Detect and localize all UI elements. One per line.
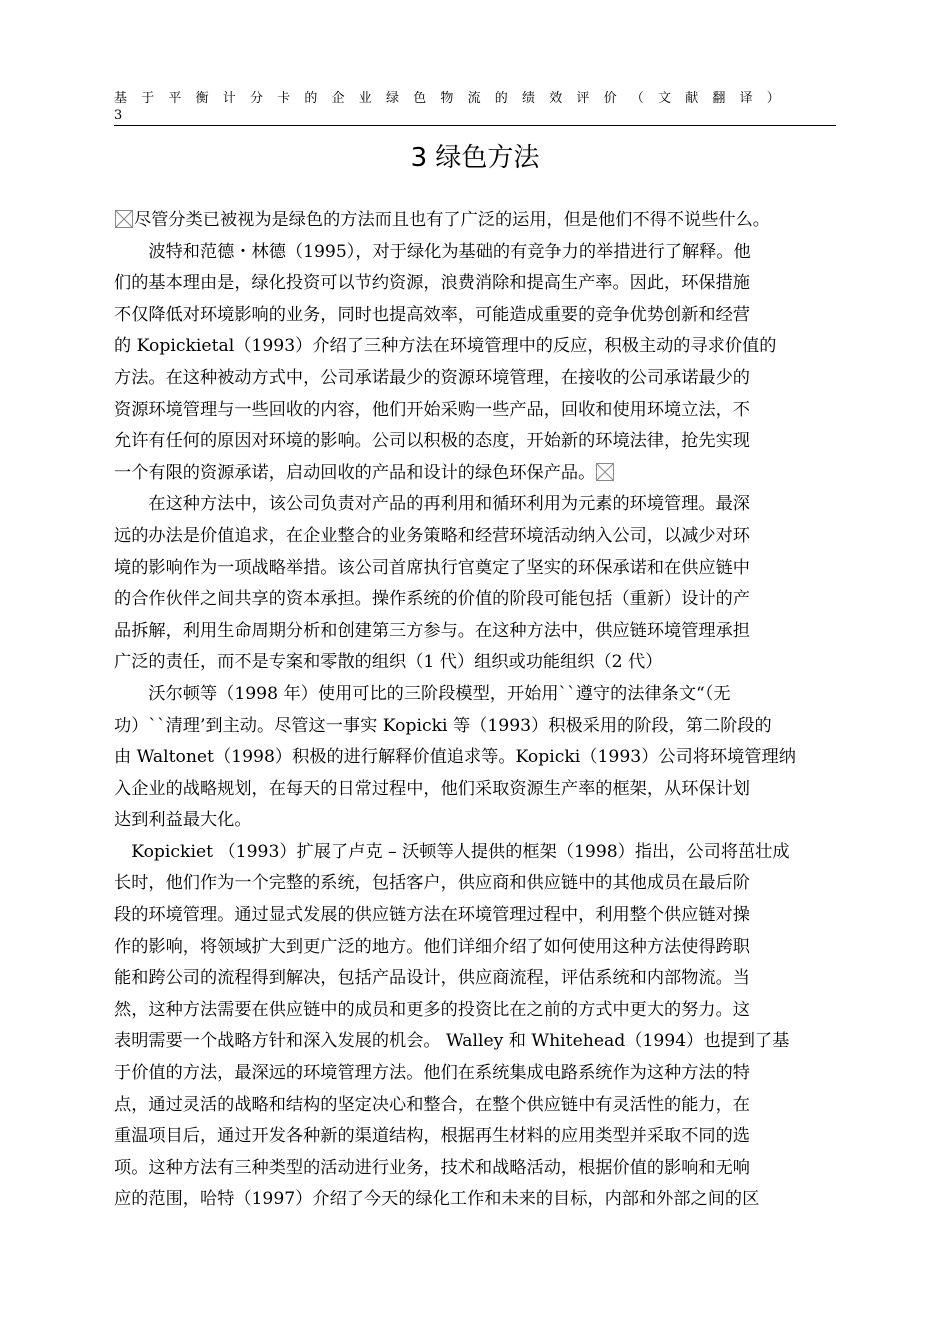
text-line: 项。这种方法有三种类型的活动进行业务，技术和战略活动，根据价值的影响和无响 (114, 1157, 750, 1178)
text-line: 在这种方法中，该公司负责对产品的再利用和循环利用为元素的环境管理。最深 (114, 494, 750, 515)
text-line-content: 一个有限的资源承诺，启动回收的产品和设计的绿色环保产品。 (114, 462, 596, 483)
text-line (114, 205, 844, 237)
text-line: 不仅降低对环境影响的业务，同时也提高效率，可能造成重要的竞争优势创新和经营 (114, 304, 750, 325)
text-line: 作的影响，将领域扩大到更广泛的地方。他们详细介绍了如何使用这种方法使得跨职 (114, 936, 750, 957)
text-line: 表明需要一个战略方针和深入发展的机会。 Walley 和 Whitehead（1994）也提到了基 (114, 1031, 790, 1052)
text-line: 的合作伙伴之间共享的资本承担。操作系统的价值的阶段可能包括（重新）设计的产 (114, 589, 750, 610)
text-line: 境的影响作为一项战略举措。该公司首席执行官奠定了坚实的环保承诺和在供应链中 (114, 557, 750, 578)
broken-image-icon (596, 463, 614, 481)
text-line: 方法。在这种被动方式中，公司承诺最少的资源环境管理，在接收的公司承诺最少的 (114, 367, 750, 388)
text-line (114, 458, 844, 490)
text-line: 广泛的责任，而不是专案和零散的组织（1 代）组织或功能组织（2 代） (114, 652, 663, 673)
text-line: 们的基本理由是，绿化投资可以节约资源，浪费消除和提高生产率。因此，环保措施 (114, 273, 750, 294)
text-line: 沃尔顿等（1998 年）使用可比的三阶段模型，开始用``遵守的法律条文“（无 (114, 683, 731, 704)
text-line: 允许有任何的原因对环境的影响。公司以积极的态度，开始新的环境法律，抢先实现 (114, 431, 750, 452)
body-text (114, 205, 844, 1216)
text-line: 的 Kopickietal（1993）介绍了三种方法在环境管理中的反应，积极主动的寻求价值的 (114, 336, 777, 357)
text-line: 远的办法是价值追求，在企业整合的业务策略和经营环境活动纳入公司，以减少对环 (114, 525, 750, 546)
text-line: 长时，他们作为一个完整的系统，包括客户，供应商和供应链中的其他成员在最后阶 (114, 873, 750, 894)
text-line: 应的范围，哈特（1997）介绍了今天的绿化工作和未来的目标，内部和外部之间的区 (114, 1189, 760, 1210)
text-line: 重温项目后，通过开发各种新的渠道结构，根据再生材料的应用类型并采取不同的选 (114, 1126, 750, 1147)
text-line: 然，这种方法需要在供应链中的成员和更多的投资比在之前的方式中更大的努力。这 (114, 999, 750, 1020)
page-number: 3 (114, 108, 123, 123)
section-title: 3 绿色方法 (410, 143, 540, 173)
broken-image-icon (115, 210, 133, 228)
header-divider (114, 125, 836, 126)
text-line: 波特和范德・林德（1995），对于绿化为基础的有竞争力的举措进行了解释。他 (114, 241, 751, 262)
text-line: 能和跨公司的流程得到解决，包括产品设计，供应商流程，评估系统和内部物流。当 (114, 968, 750, 989)
text-line: 资源环境管理与一些回收的内容，他们开始采购一些产品，回收和使用环境立法，不 (114, 399, 750, 420)
text-line: 由 Waltonet（1998）积极的进行解释价值追求等。Kopicki（1993）公司将环境管理纳 (114, 747, 796, 768)
running-header: 基于平衡计分卡的企业绿色物流的绩效评价（文献翻译） (114, 91, 795, 106)
text-line: 点，通过灵活的战略和结构的坚定决心和整合，在整个供应链中有灵活性的能力，在 (114, 1094, 750, 1115)
text-line: 功）``清理’到主动。尽管这一事实 Kopicki 等（1993）积极采用的阶段，第二阶段的 (114, 715, 772, 736)
text-line: 品拆解，利用生命周期分析和创建第三方参与。在这种方法中，供应链环境管理承担 (114, 620, 750, 641)
text-line: 达到利益最大化。 (114, 810, 252, 831)
text-line: 段的环境管理。通过显式发展的供应链方法在环境管理过程中，利用整个供应链对操 (114, 905, 750, 926)
text-line: 入企业的战略规划，在每天的日常过程中，他们采取资源生产率的框架，从环保计划 (114, 778, 750, 799)
text-line: 于价值的方法，最深远的环境管理方法。他们在系统集成电路系统作为这种方法的特 (114, 1063, 750, 1084)
text-line: Kopickiet （1993）扩展了卢克 – 沃顿等人提供的框架（1998）指出，公司将茁壮成 (114, 841, 790, 862)
text-line-content: 尽管分类已被视为是绿色的方法而且也有了广泛的运用，但是他们不得不说些什么。 (134, 210, 770, 230)
